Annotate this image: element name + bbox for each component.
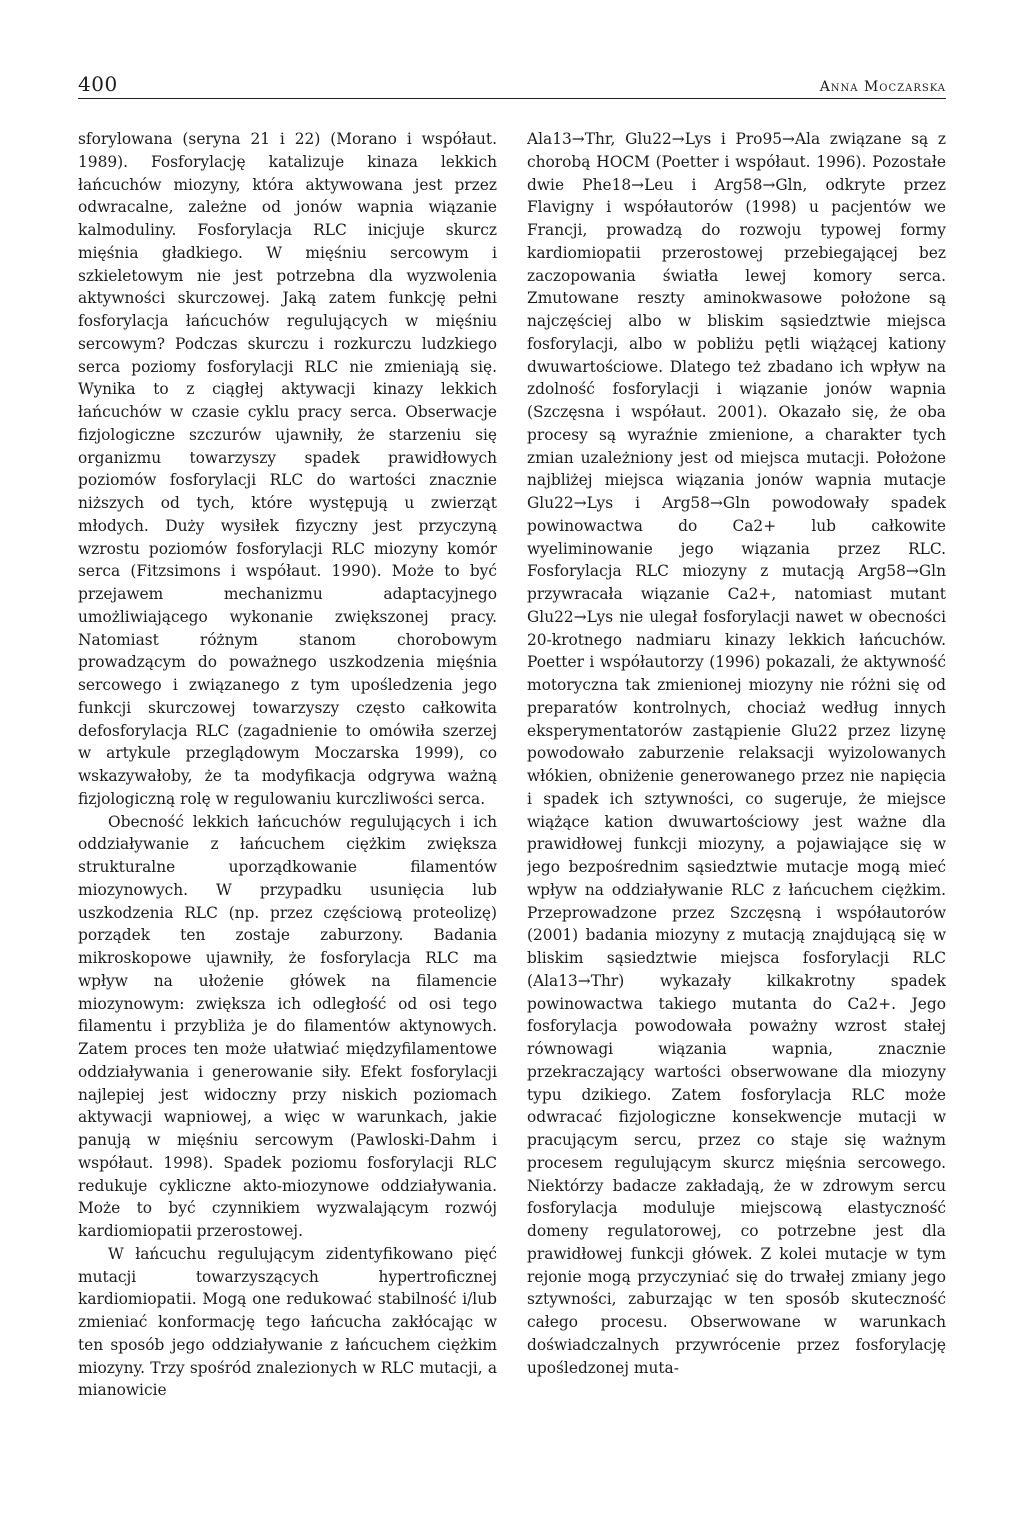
paragraph: W łańcuchu regulującym zidentyfikowano pięć mutacji towarzyszących hypertroficznej kardiomiopatii. Mogą one redukować stabilność i/lub zmieniać konformację tego łańcucha zakłócając w ten sposób jego oddziaływanie z łańcuchem ciężkim miozyny. Trzy spośród znalezionych w RLC mutacji, a mianowicie: [78, 1244, 497, 1400]
left-column: [78, 128, 497, 1498]
paragraph: sforylowana (seryna 21 i 22) (Morano i współaut. 1989). Fosforylację katalizuje kinaza lekkich łańcuchów miozyny, która aktywowana jest przez odwracalne, zależne od jonów wapnia wiązanie kalmoduliny. Fosforylacja RLC inicjuje skurcz mięśnia gładkiego. W mięśniu sercowym i szkieletowym nie jest potrzebna dla wyzwolenia aktywności skurczowej. Jaką zatem funkcję pełni fosforylacja łańcuchów regulujących w mięśniu sercowym? Podczas skurczu i rozkurczu ludzkiego serca poziomy fosforylacji RLC nie zmieniają się. Wynika to z ciągłej aktywacji kinazy lekkich łańcuchów w czasie cyklu pracy serca. Obserwacje fizjologiczne szczurów ujawniły, że starzeniu się organizmu towarzyszy spadek prawidłowych poziomów fosforylacji RLC do wartości znacznie niższych od tych, które występują u zwierząt młodych. Duży wysiłek fizyczny jest przyczyną wzrostu poziomów fosforylacji RLC miozyny komór serca (Fitzsimons i współaut. 1990). Może to być przejawem mechanizmu adaptacyjnego umożliwiającego wykonanie zwiększonej pracy. Natomiast różnym stanom chorobowym prowadzącym do poważnego uszkodzenia mięśnia sercowego i związanego z tym upośledzenia jego funkcji skurczowej towarzyszy często całkowita defosforylacja RLC (zagadnienie to omówiła szerzej w artykule przeglądowym Moczarska 1999), co wskazywałoby, że ta modyfikacja odgrywa ważną fizjologiczną rolę w regulowaniu kurczliwości serca.: [78, 130, 497, 808]
body-columns: [78, 128, 946, 1498]
running-head-author: Anna Moczarska: [819, 79, 946, 95]
paragraph: Obecność lekkich łańcuchów regulujących i ich oddziaływanie z łańcuchem ciężkim zwiększa strukturalne uporządkowanie filamentów miozynowych. W przypadku usunięcia lub uszkodzenia RLC (np. przez częściową proteolizę) porządek ten zostaje zaburzony. Badania mikroskopowe ujawniły, że fosforylacja RLC ma wpływ na ułożenie główek na filamencie miozynowym: zwiększa ich odległość od osi tego filamentu i przybliża je do filamentów aktynowych. Zatem proces ten może ułatwiać międzyfilamentowe oddziaływania i generowanie siły. Efekt fosforylacji najlepiej jest widoczny przy niskich poziomach aktywacji wapniowej, a więc w warunkach, jakie panują w mięśniu sercowym (Pawloski-Dahm i współaut. 1998). Spadek poziomu fosforylacji RLC redukuje cykliczne akto-miozynowe oddziaływania. Może to być czynnikiem wyzwalającym rozwój kardiomiopatii przerostowej.: [78, 812, 497, 1240]
page-number: 400: [78, 72, 118, 96]
right-column: [527, 128, 946, 1498]
page-header: [78, 72, 946, 99]
paragraph: Ala13→Thr, Glu22→Lys i Pro95→Ala związane są z chorobą HOCM (Poetter i współaut. 1996). Pozostałe dwie Phe18→Leu i Arg58→Gln, odkryte przez Flavigny i współautorów (1998) u pacjentów we Francji, prowadzą do rozwoju typowej formy kardiomiopatii przerostowej przebiegającej bez zaczopowania światła lewej komory serca. Zmutowane reszty aminokwasowe położone są najczęściej albo w bliskim sąsiedztwie miejsca fosforylacji, albo w pobliżu pętli wiążącej kationy dwuwartościowe. Dlatego też zbadano ich wpływ na zdolność fosforylacji i wiązanie jonów wapnia (Szczęsna i współaut. 2001). Okazało się, że oba procesy są wyraźnie zmienione, a charakter tych zmian uzależniony jest od miejsca mutacji. Położone najbliżej miejsca wiązania jonów wapnia mutacje Glu22→Lys i Arg58→Gln powodowały spadek powinowactwa do Ca2+ lub całkowite wyeliminowanie jego wiązania przez RLC. Fosforylacja RLC miozyny z mutacją Arg58→Gln przywracała wiązanie Ca2+, natomiast mutant Glu22→Lys nie ulegał fosforylacji nawet w obecności 20-krotnego nadmiaru kinazy lekkich łańcuchów. Poetter i współautorzy (1996) pokazali, że aktywność motoryczna tak zmienionej miozyny nie różni się od preparatów kontrolnych, chociaż według innych eksperymentatorów zastąpienie Glu22 przez lizynę powodowało zaburzenie relaksacji wyizolowanych włókien, obniżenie generowanego przez nie napięcia i spadek ich sztywności, co sugeruje, że miejsce wiążące kation dwuwartościowy jest ważne dla prawidłowej funkcji miozyny, a pojawiające się w jego bezpośrednim sąsiedztwie mutacje mogą mieć wpływ na oddziaływanie RLC z łańcuchem ciężkim. Przeprowadzone przez Szczęsną i współautorów (2001) badania miozyny z mutacją znajdującą się w bliskim sąsiedztwie miejsca fosforylacji RLC (Ala13→Thr) wykazały kilkakrotny spadek powinowactwa takiego mutanta do Ca2+. Jego fosforylacja powodowała poważny wzrost stałej równowagi wiązania wapnia, znacznie przekraczający wartości obserwowane dla miozyny typu dzikiego. Zatem fosforylacja RLC może odwracać fizjologiczne konsekwencje mutacji w pracującym sercu, przez co staje się ważnym procesem regulującym skurcz mięśnia sercowego. Niektórzy badacze zakładają, że w zdrowym sercu fosforylacja moduluje miejscową elastyczność domeny regulatorowej, co potrzebne jest dla prawidłowej funkcji główek. Z kolei mutacje w tym rejonie mogą przyczyniać się do trwałej zmiany jego sztywności, zaburzając w ten sposób skuteczność całego procesu. Obserwowane w warunkach doświadczalnych przywrócenie przez fosforylację upośledzonej muta-: [527, 130, 946, 1377]
